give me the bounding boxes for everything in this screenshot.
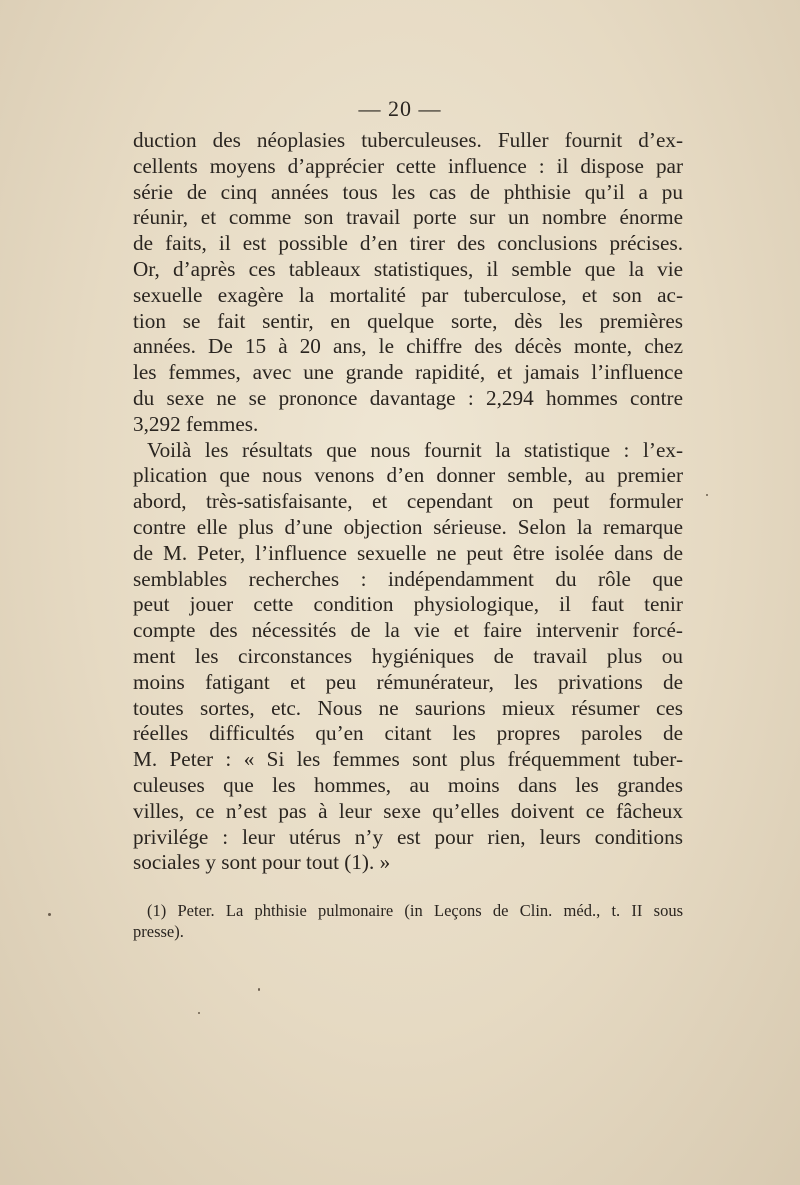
- paper-speck: [706, 494, 708, 496]
- footnote: [133, 900, 683, 942]
- paper-speck: [198, 1012, 200, 1014]
- paper-speck: [48, 913, 51, 916]
- text-line: plication que nous venons d’en donner semble, au premier: [133, 463, 683, 488]
- text-line: toutes sortes, etc. Nous ne saurions mieux résumer ces: [133, 695, 683, 720]
- text-line: peut jouer cette condition physiologique, il faut tenir: [133, 592, 683, 617]
- text-line: moins fatigant et peu rémunérateur, les privations de: [133, 669, 683, 694]
- text-line: Or, d’après ces tableaux statistiques, il semble que la vie: [133, 256, 683, 281]
- text-line: sociales y sont pour tout (1). »: [133, 850, 391, 875]
- text-line: abord, très-satisfaisante, et cependant on peut formuler: [133, 489, 683, 514]
- text-line: ment les circonstances hygiéniques de travail plus ou: [133, 643, 683, 668]
- text-line: du sexe ne se prononce davantage : 2,294 hommes contre: [133, 385, 683, 410]
- text-line: sexuelle exagère la mortalité par tuberculose, et son ac-: [133, 282, 683, 307]
- text-line: semblables recherches : indépendamment du rôle que: [133, 566, 683, 591]
- text-line: 3,292 femmes.: [133, 411, 259, 436]
- text-line: tion se fait sentir, en quelque sorte, dès les premières: [133, 308, 683, 333]
- text-line: série de cinq années tous les cas de phthisie qu’il a pu: [133, 179, 683, 204]
- text-line: privilége : leur utérus n’y est pour rien, leurs conditions: [133, 824, 683, 849]
- text-line: années. De 15 à 20 ans, le chiffre des décès monte, chez: [133, 334, 683, 359]
- text-line: les femmes, avec une grande rapidité, et jamais l’influence: [133, 360, 683, 385]
- text-line: villes, ce n’est pas à leur sexe qu’elles doivent ce fâcheux: [133, 798, 683, 823]
- text-line: réelles difficultés qu’en citant les propres paroles de: [133, 721, 683, 746]
- text-line: de M. Peter, l’influence sexuelle ne peut être isolée dans de: [133, 540, 683, 565]
- text-line: compte des nécessités de la vie et faire intervenir forcé-: [133, 618, 683, 643]
- text-line: Voilà les résultats que nous fournit la statistique : l’ex-: [147, 437, 683, 462]
- page-number: — 20 —: [358, 96, 442, 121]
- body-text: [133, 128, 683, 876]
- text-line: contre elle plus d’une objection sérieuse. Selon la remarque: [133, 514, 683, 539]
- text-line: culeuses que les hommes, au moins dans les grandes: [133, 772, 683, 797]
- footnote-line: (1) Peter. La phthisie pulmonaire (in Leçons de Clin. méd., t. II sous: [147, 901, 683, 920]
- text-line: réunir, et comme son travail porte sur un nombre énorme: [133, 205, 683, 230]
- footnote-line: presse).: [133, 922, 184, 941]
- text-line: duction des néoplasies tuberculeuses. Fuller fournit d’ex-: [133, 128, 683, 152]
- text-line: de faits, il est possible d’en tirer des conclusions précises.: [133, 231, 683, 256]
- text-line: cellents moyens d’apprécier cette influence : il dispose par: [133, 153, 683, 178]
- text-line: M. Peter : « Si les femmes sont plus fréquemment tuber-: [133, 747, 683, 772]
- paper-speck: [258, 988, 260, 991]
